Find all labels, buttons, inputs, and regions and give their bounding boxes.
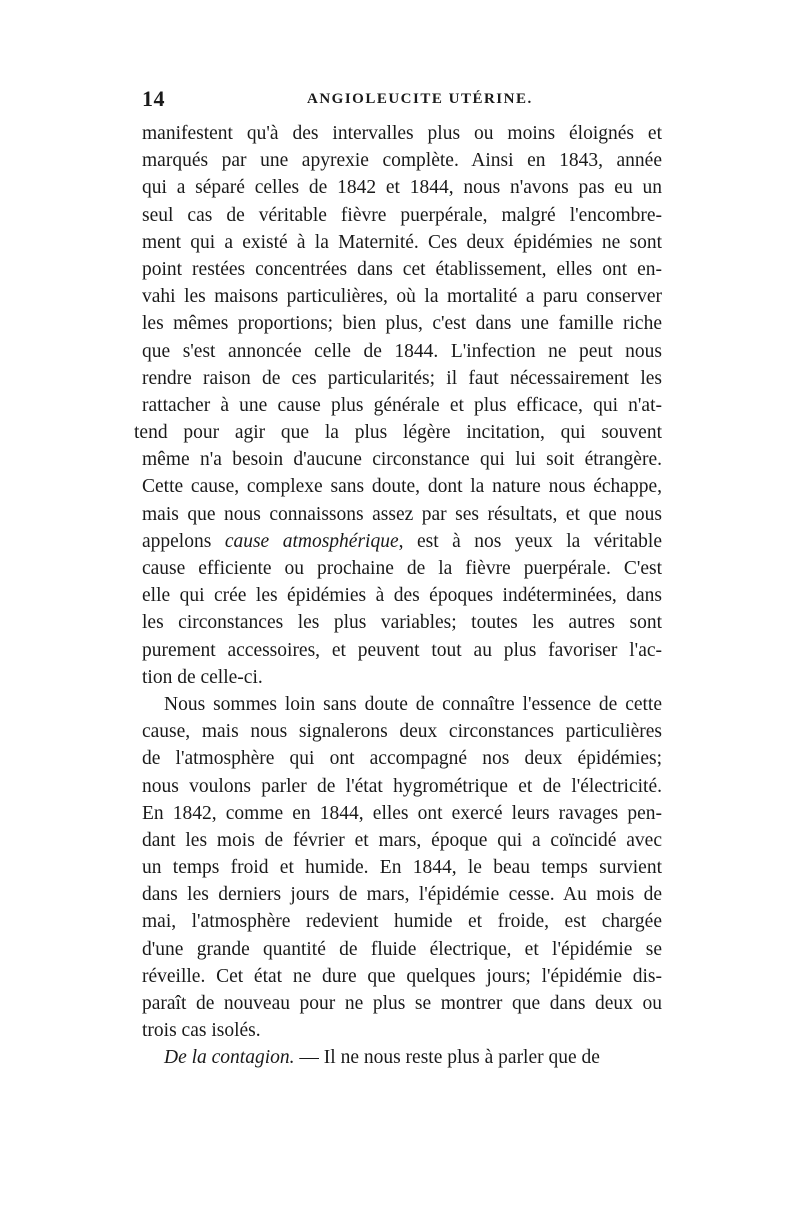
- text-line: mais que nous connaissons assez par ses résultats, et que nous: [142, 503, 662, 525]
- text-line: Nous sommes loin sans doute de connaître l'essence de cette: [164, 693, 662, 715]
- text-line: ment qui a existé à la Maternité. Ces deux épidémies ne sont: [142, 231, 662, 253]
- text-line: vahi les maisons particulières, où la mortalité a paru conserver: [142, 286, 662, 308]
- text-line: d'une grande quantité de fluide électrique, et l'épidémie se: [142, 938, 662, 960]
- text-line: rendre raison de ces particularités; il faut nécessairement les: [142, 367, 662, 389]
- text-line: tion de celle-ci.: [142, 666, 263, 688]
- text-line: trois cas isolés.: [142, 1020, 261, 1042]
- text-line: paraît de nouveau pour ne plus se montrer que dans deux ou: [142, 993, 662, 1014]
- text-line: les circonstances les plus variables; toutes les autres sont: [142, 612, 662, 634]
- text-line: elle qui crée les épidémies à des époques indéterminées, dans: [142, 585, 662, 607]
- text-line: appelons cause atmosphérique, est à nos yeux la véritable: [142, 530, 662, 552]
- text-line: cause, mais nous signalerons deux circonstances particulières: [142, 721, 662, 743]
- text-line: seul cas de véritable fièvre puerpérale, malgré l'encombre-: [142, 204, 662, 226]
- text-line: De la contagion. — Il ne nous reste plus à parler que de: [164, 1047, 600, 1069]
- text-line: Cette cause, complexe sans doute, dont la nature nous échappe,: [142, 476, 662, 498]
- text-line: mai, l'atmosphère redevient humide et froide, est chargée: [142, 911, 662, 933]
- text-line: dans les derniers jours de mars, l'épidémie cesse. Au mois de: [142, 884, 662, 906]
- text-line: réveille. Cet état ne dure que quelques jours; l'épidémie dis-: [142, 965, 662, 987]
- text-line: que s'est annoncée celle de 1844. L'infection ne peut nous: [142, 340, 662, 362]
- body-text: [134, 120, 662, 1072]
- page-number: 14: [142, 86, 165, 111]
- text-line: même n'a besoin d'aucune circonstance qui lui soit étrangère.: [142, 449, 662, 471]
- italic-text: cause atmosphérique: [224, 530, 399, 552]
- text-line: cause efficiente ou prochaine de la fièvre puerpérale. C'est: [142, 558, 662, 579]
- running-head: ANGIOLEUCITE UTÉRINE.: [307, 91, 533, 107]
- text-line: purement accessoires, et peuvent tout au plus favoriser l'ac-: [142, 639, 662, 661]
- text-line: les mêmes proportions; bien plus, c'est dans une famille riche: [142, 313, 662, 335]
- page-header: [142, 86, 662, 114]
- italic-text: De la contagion.: [164, 1047, 295, 1069]
- text-line: qui a séparé celles de 1842 et 1844, nous n'avons pas eu un: [142, 177, 662, 199]
- text-line: marqués par une apyrexie complète. Ainsi en 1843, année: [142, 150, 662, 172]
- text-line: de l'atmosphère qui ont accompagné nos deux épidémies;: [142, 748, 662, 770]
- text-line: manifestent qu'à des intervalles plus ou moins éloignés et: [142, 123, 662, 144]
- text-line: En 1842, comme en 1844, elles ont exercé leurs ravages pen-: [142, 802, 662, 824]
- text-line: tend pour agir que la plus légère incitation, qui souvent: [134, 422, 662, 444]
- text-line: un temps froid et humide. En 1844, le beau temps survient: [142, 857, 662, 879]
- text-line: point restées concentrées dans cet établissement, elles ont en-: [142, 258, 662, 280]
- text-line: rattacher à une cause plus générale et plus efficace, qui n'at-: [142, 394, 662, 416]
- text-line: dant les mois de février et mars, époque qui a coïncidé avec: [142, 829, 662, 851]
- text-line: nous voulons parler de l'état hygrométrique et de l'électricité.: [142, 775, 662, 797]
